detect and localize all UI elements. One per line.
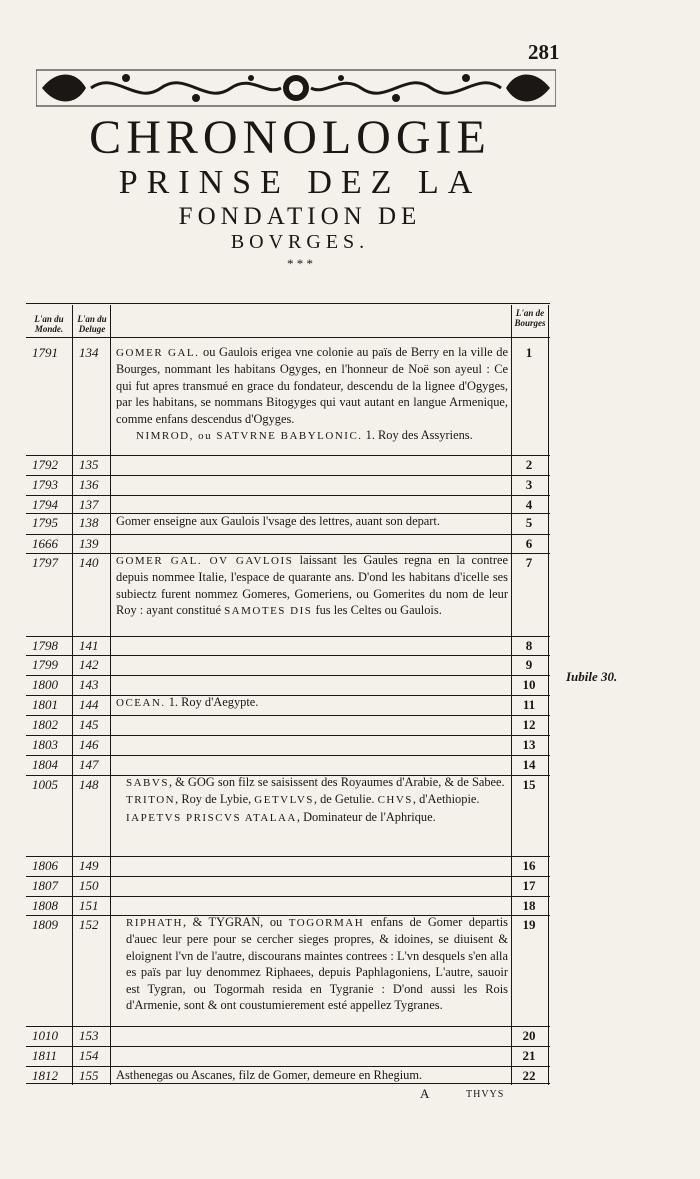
year-bourges: 12 [522, 717, 536, 732]
row-rule [26, 755, 550, 756]
year-bourges: 5 [525, 515, 533, 530]
year-deluge: 137 [79, 497, 99, 512]
signature-mark: A [420, 1086, 430, 1101]
year-deluge: 139 [79, 536, 99, 551]
year-deluge: 138 [79, 515, 99, 530]
year-monde: 1794 [32, 497, 58, 512]
header-deluge: L'an du Deluge [77, 314, 107, 334]
year-monde: 1809 [32, 917, 58, 932]
row-rule [26, 455, 550, 456]
year-deluge: 141 [79, 638, 99, 653]
row-rule [26, 475, 550, 476]
row-rule [26, 896, 550, 897]
year-deluge: 144 [79, 697, 99, 712]
year-deluge: 136 [79, 477, 99, 492]
row-rule [26, 675, 550, 676]
row-rule [26, 534, 550, 535]
year-bourges: 18 [522, 898, 536, 913]
year-monde: 1806 [32, 858, 58, 873]
row-rule [26, 856, 550, 857]
entry-1797: GOMER GAL. OV GAVLOIS laissant les Gaules regna en la contree depuis nommee Italie, l'espace de quarante ans. D'ond les habitans d'icelle ses subiectz furent nommez Gomeres, Gomeriens, ou Gomerites du nom de leur Roy : ayant constitué SAMOTES DIS fus les Celtes ou Gaulois. [116, 553, 508, 618]
title-line-2: PRINSE DEZ LA [118, 164, 482, 201]
year-deluge: 149 [79, 858, 99, 873]
year-monde: 1800 [32, 677, 58, 692]
year-bourges: 3 [525, 477, 533, 492]
year-monde: 1799 [32, 657, 58, 672]
year-bourges: 2 [525, 457, 533, 472]
year-bourges: 1 [525, 345, 533, 360]
year-deluge: 154 [79, 1048, 99, 1063]
row-rule [26, 715, 550, 716]
year-bourges: 10 [522, 677, 536, 692]
entry-1795: Gomer enseigne aux Gaulois l'vsage des lettres, auant son depart. [116, 514, 440, 528]
year-deluge: 142 [79, 657, 99, 672]
entry-1809: RIPHATH, & TYGRAN, ou TOGORMAH enfans de Gomer departis d'auec leur pere pour se cercher sieges propres, & idoines, se diuisent & eloignent l'vn de l'autre, discourans maintes contrees : L'vn desquels s'en alla es païs par luy denommez Riphaees, depuis Paphlagoniens, L'autre, sauoir est Tygran, ou Togormah resida en Tygranie : D'ond aussi les Rois d'Armenie, sont & ont coustumierement esté appellez Tygranes. [126, 915, 508, 1013]
margin-note: Iubile 30. [566, 669, 618, 684]
row-rule [26, 1026, 550, 1027]
row-rule [26, 1046, 550, 1047]
ornament-stars: * * * [287, 256, 313, 271]
year-deluge: 143 [79, 677, 99, 692]
year-bourges: 21 [522, 1048, 536, 1063]
year-bourges: 15 [522, 777, 536, 792]
year-monde: 1803 [32, 737, 58, 752]
year-bourges: 6 [525, 536, 533, 551]
year-monde: 1801 [32, 697, 58, 712]
year-deluge: 145 [79, 717, 99, 732]
year-deluge: 146 [79, 737, 99, 752]
row-rule [26, 495, 550, 496]
year-monde: 1812 [32, 1068, 58, 1083]
year-deluge: 150 [79, 878, 99, 893]
year-monde: 1797 [32, 555, 58, 570]
catchword: THVYS [466, 1089, 505, 1100]
year-deluge: 140 [79, 555, 99, 570]
year-bourges: 13 [522, 737, 536, 752]
year-monde: 1808 [32, 898, 58, 913]
title-line-3: FONDATION DE [178, 203, 422, 230]
year-monde: 1811 [32, 1048, 58, 1063]
row-rule [26, 735, 550, 736]
headpiece-ornament [36, 66, 556, 110]
year-deluge: 148 [79, 777, 99, 792]
year-bourges: 11 [522, 697, 536, 712]
row-rule [26, 636, 550, 637]
header-monde: L'an du Monde. [34, 314, 64, 334]
year-deluge: 151 [79, 898, 99, 913]
row-rule [26, 655, 550, 656]
year-monde: 1804 [32, 757, 58, 772]
year-deluge: 153 [79, 1028, 99, 1043]
year-bourges: 4 [525, 497, 533, 512]
year-bourges: 17 [522, 878, 536, 893]
year-monde: 1010 [32, 1028, 58, 1043]
year-monde: 1795 [32, 515, 58, 530]
year-deluge: 155 [79, 1068, 99, 1083]
year-bourges: 16 [522, 858, 536, 873]
title-line-1: CHRONOLOGIE [89, 111, 491, 164]
year-monde: 1793 [32, 477, 58, 492]
header-bourges: L'an de Bourges [514, 308, 546, 328]
entry-1791: GOMER GAL. ou Gaulois erigea vne colonie au païs de Berry en la ville de Bourges, nommant les habitans Ogyges, en l'honneur de Noë son ayeul : Ce qui fut apres transmué en grace du fondateur, descendu de la lignee d'Ogyges, par les habitans, se nommans Bitogyges qui vaut autant en langue Armenique, comme enfans descendus d'Ogyges. NIMROD, ou SATVRNE BABYLONIC. 1. Roy des Assyriens. [116, 345, 508, 443]
entry-1801: OCEAN. 1. Roy d'Aegypte. [116, 695, 259, 709]
top-rule [26, 303, 550, 304]
year-monde: 1807 [32, 878, 58, 893]
year-bourges: 7 [525, 555, 533, 570]
year-bourges: 22 [522, 1068, 536, 1083]
year-monde: 1005 [32, 777, 58, 792]
year-deluge: 152 [79, 917, 99, 932]
year-monde: 1792 [32, 457, 58, 472]
row-rule [26, 876, 550, 877]
year-monde: 1802 [32, 717, 58, 732]
page-number: 281 [528, 40, 560, 64]
year-deluge: 135 [79, 457, 99, 472]
entry-1805: SABVS, & GOG son filz se saisissent des Royaumes d'Arabie, & de Sabee. TRITON, Roy de Lybie, GETVLVS, de Getulie. CHVS, d'Aethiopie. IAPETVS PRISCVS ATALAA, Dominateur de l'Aphrique. [126, 775, 505, 824]
year-bourges: 8 [525, 638, 533, 653]
year-monde: 1798 [32, 638, 58, 653]
year-deluge: 147 [79, 757, 99, 772]
year-bourges: 14 [522, 757, 536, 772]
year-bourges: 20 [522, 1028, 536, 1043]
year-bourges: 9 [525, 657, 533, 672]
year-bourges: 19 [522, 917, 536, 932]
year-deluge: 134 [79, 345, 99, 360]
header-rule [26, 337, 550, 338]
entry-1812: Asthenegas ou Ascanes, filz de Gomer, demeure en Rhegium. [116, 1068, 423, 1082]
year-monde: 1666 [32, 536, 58, 551]
title-line-4: BOVRGES. [230, 231, 370, 253]
year-monde: 1791 [32, 345, 58, 360]
